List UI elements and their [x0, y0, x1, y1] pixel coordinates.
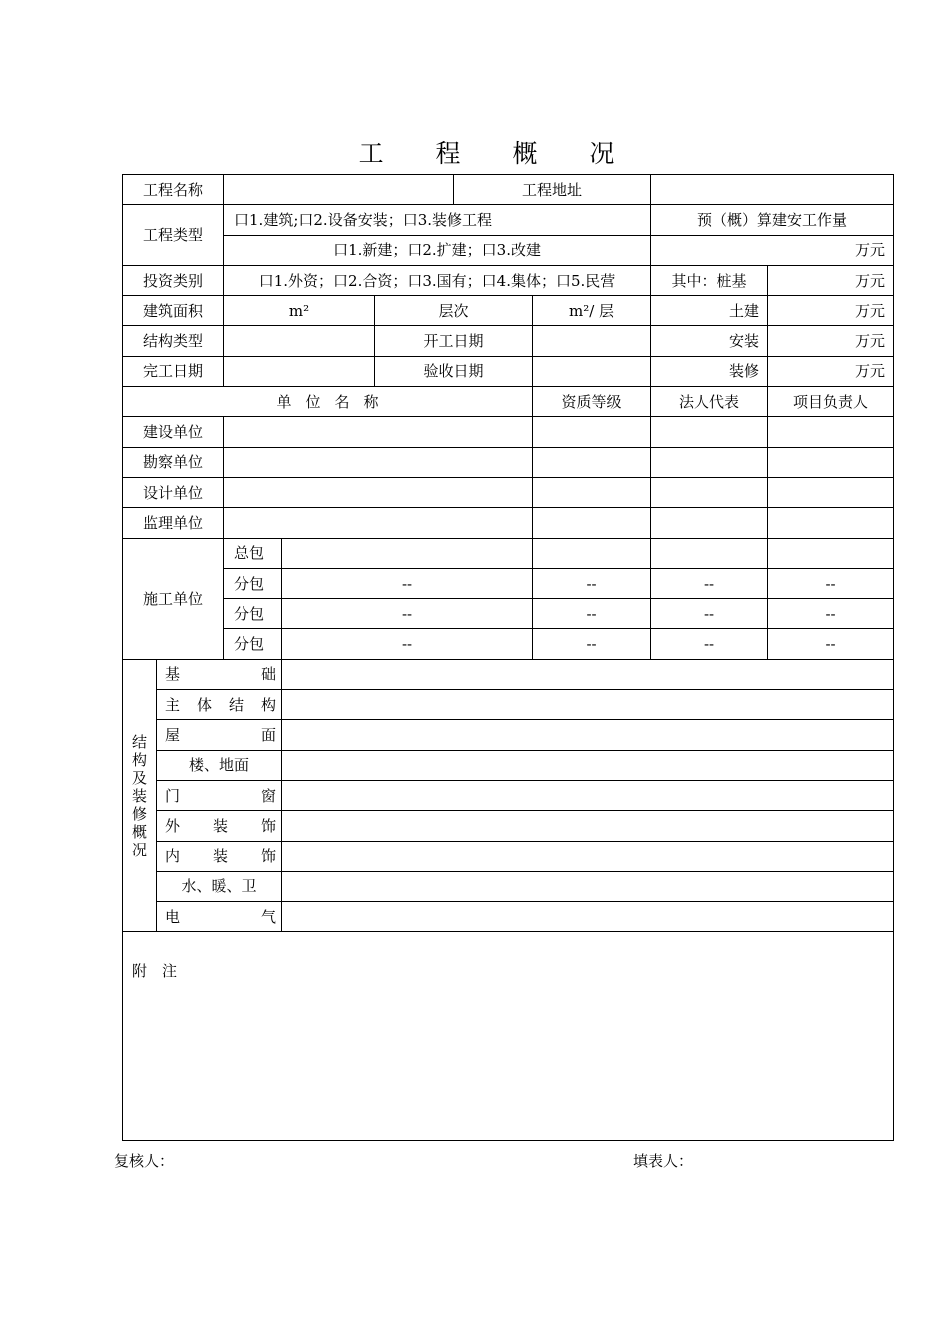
unit-label: 建设单位: [123, 417, 224, 447]
row-unit: [123, 508, 894, 538]
structure-item-label: 内 装 饰: [157, 841, 282, 871]
structure-decoration-label: 结 构 及 装 修 概 况: [123, 659, 157, 932]
structure-item-field[interactable]: [282, 841, 894, 871]
qualification-field[interactable]: [533, 417, 651, 447]
row-structure-item: [123, 871, 894, 901]
notes-label: 附 注: [132, 962, 178, 981]
install-unit: 万元: [768, 326, 894, 356]
start-date-field[interactable]: [533, 326, 651, 356]
decoration-label: 装修: [651, 356, 768, 386]
structure-item-field[interactable]: [282, 720, 894, 750]
structure-item-field[interactable]: [282, 690, 894, 720]
row-unit-header: [123, 387, 894, 417]
row-construction: [123, 599, 894, 629]
unit-label: 勘察单位: [123, 447, 224, 477]
qualification-field[interactable]: [533, 447, 651, 477]
civil-label: 土建: [651, 296, 768, 326]
unit-name-field[interactable]: --: [282, 599, 533, 629]
project-address-field[interactable]: [651, 175, 894, 205]
qualification-field[interactable]: --: [533, 599, 651, 629]
construction-unit-label: 施工单位: [123, 538, 224, 659]
civil-unit: 万元: [768, 296, 894, 326]
row-unit: [123, 447, 894, 477]
legal-rep-field[interactable]: [651, 417, 768, 447]
row-building-area: [123, 296, 894, 326]
unit-name-field[interactable]: [224, 417, 533, 447]
qualification-field[interactable]: [533, 538, 651, 568]
legal-rep-field[interactable]: [651, 538, 768, 568]
row-unit: [123, 477, 894, 507]
legal-rep-field[interactable]: [651, 477, 768, 507]
acceptance-date-label: 验收日期: [375, 356, 533, 386]
pm-field[interactable]: [768, 447, 894, 477]
structure-item-field[interactable]: [282, 750, 894, 780]
structure-item-label: 电 气: [157, 902, 282, 932]
structure-item-label: 门 窗: [157, 780, 282, 810]
building-area-label: 建筑面积: [123, 296, 224, 326]
qualification-field[interactable]: [533, 477, 651, 507]
row-structure-item: [123, 811, 894, 841]
install-label: 安装: [651, 326, 768, 356]
pm-field[interactable]: [768, 417, 894, 447]
contract-role: 分包: [224, 568, 282, 598]
qualification-field[interactable]: --: [533, 568, 651, 598]
building-area-unit[interactable]: m²: [224, 296, 375, 326]
pm-field[interactable]: [768, 508, 894, 538]
project-name-field[interactable]: [224, 175, 454, 205]
structure-item-label: 屋 面: [157, 720, 282, 750]
structure-item-field[interactable]: [282, 871, 894, 901]
qualification-header: 资质等级: [533, 387, 651, 417]
structure-item-field[interactable]: [282, 811, 894, 841]
row-project-name: [123, 175, 894, 205]
structure-item-label: 外 装 饰: [157, 811, 282, 841]
structure-type-field[interactable]: [224, 326, 375, 356]
page-title: 工 程 概 况: [358, 139, 637, 168]
row-completion: [123, 356, 894, 386]
structure-item-field[interactable]: [282, 780, 894, 810]
pm-field[interactable]: --: [768, 599, 894, 629]
decoration-unit: 万元: [768, 356, 894, 386]
row-unit: [123, 417, 894, 447]
row-structure-item: [123, 659, 894, 689]
per-floor-unit[interactable]: m²/ 层: [533, 296, 651, 326]
pm-header: 项目负责人: [768, 387, 894, 417]
acceptance-date-field[interactable]: [533, 356, 651, 386]
start-date-label: 开工日期: [375, 326, 533, 356]
budget-label: 预（概）算建安工作量: [651, 205, 894, 235]
unit-name-field[interactable]: --: [282, 568, 533, 598]
row-construction: [123, 538, 894, 568]
completion-date-label: 完工日期: [123, 356, 224, 386]
build-type-options[interactable]: 口1.新建；口2.扩建；口3.改建: [224, 235, 651, 265]
project-type-options[interactable]: 口1.建筑;口2.设备安装；口3.装修工程: [224, 205, 651, 235]
qualification-field[interactable]: [533, 508, 651, 538]
structure-item-field[interactable]: [282, 902, 894, 932]
project-name-label: 工程名称: [123, 175, 224, 205]
pm-field[interactable]: --: [768, 568, 894, 598]
unit-name-field[interactable]: --: [282, 629, 533, 659]
structure-item-label: 楼、地面: [157, 750, 282, 780]
row-notes: [123, 932, 894, 1141]
row-build-type: [123, 235, 894, 265]
project-type-label: 工程类型: [123, 205, 224, 266]
structure-type-label: 结构类型: [123, 326, 224, 356]
row-structure-item: [123, 780, 894, 810]
unit-name-field[interactable]: [224, 477, 533, 507]
structure-item-field[interactable]: [282, 659, 894, 689]
structure-item-label: 基 础: [157, 659, 282, 689]
contract-role: 分包: [224, 629, 282, 659]
investment-type-options[interactable]: 口1.外资；口2.合资；口3.国有；口4.集体；口5.民营: [224, 265, 651, 295]
filler-label: 填表人：: [633, 1152, 694, 1170]
budget-total-unit: 万元: [651, 235, 894, 265]
row-structure-item: [123, 841, 894, 871]
legal-rep-field[interactable]: [651, 508, 768, 538]
unit-name-field[interactable]: [224, 447, 533, 477]
legal-rep-field[interactable]: --: [651, 599, 768, 629]
unit-name-header: 单 位 名 称: [123, 387, 533, 417]
row-structure-item: [123, 690, 894, 720]
row-structure-item: [123, 750, 894, 780]
pile-foundation-label: 其中：桩基: [651, 265, 768, 295]
pm-field[interactable]: [768, 538, 894, 568]
unit-name-field[interactable]: [282, 538, 533, 568]
contract-role: 分包: [224, 599, 282, 629]
contract-role: 总包: [224, 538, 282, 568]
unit-name-field[interactable]: [224, 508, 533, 538]
investment-type-label: 投资类别: [123, 265, 224, 295]
row-structure-item: [123, 902, 894, 932]
pm-field[interactable]: [768, 477, 894, 507]
notes-cell[interactable]: [123, 932, 894, 1141]
pm-field[interactable]: --: [768, 629, 894, 659]
unit-label: 设计单位: [123, 477, 224, 507]
row-project-type: [123, 205, 894, 235]
row-structure-item: [123, 720, 894, 750]
row-investment: [123, 265, 894, 295]
legal-rep-field[interactable]: --: [651, 629, 768, 659]
unit-label: 监理单位: [123, 508, 224, 538]
legal-rep-field[interactable]: --: [651, 568, 768, 598]
pile-foundation-unit: 万元: [768, 265, 894, 295]
project-address-label: 工程地址: [454, 175, 651, 205]
completion-date-field[interactable]: [224, 356, 375, 386]
legal-rep-field[interactable]: [651, 447, 768, 477]
reviewer-label: 复核人：: [114, 1152, 175, 1170]
structure-item-label: 水、暖、卫: [157, 871, 282, 901]
row-construction: [123, 629, 894, 659]
project-overview-form: [122, 174, 894, 1141]
structure-item-label: 主 体 结 构: [157, 690, 282, 720]
row-structure-type: [123, 326, 894, 356]
legal-rep-header: 法人代表: [651, 387, 768, 417]
qualification-field[interactable]: --: [533, 629, 651, 659]
row-construction: [123, 568, 894, 598]
floors-label: 层次: [375, 296, 533, 326]
